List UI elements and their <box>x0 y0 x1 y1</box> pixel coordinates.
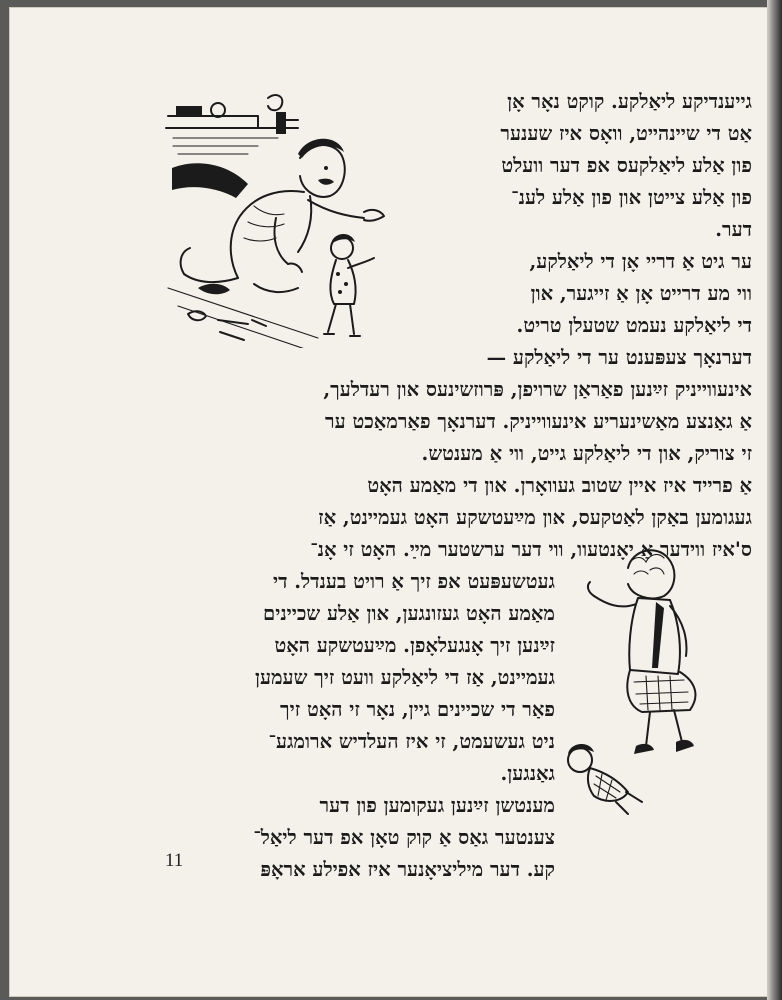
text-line: געמיינט, אַז די ליאַלקע וועט זיך שעמען <box>254 666 555 689</box>
text-line: גאַנגען. <box>500 762 555 785</box>
page-edge <box>767 0 782 1000</box>
text-line: די ליאַלקע נעמט שטעלן טריט. <box>516 314 752 337</box>
text-line: ווי מע דרייט אָן אַ זייגער, און <box>530 282 752 305</box>
text-line: צענטער גאַס אַ קוק טאָן אפ דער ליאַל־ <box>253 826 555 849</box>
text-line: ער גיט אַ דריי אָן די ליאַלקע, <box>529 250 752 273</box>
text-line: גייענדיקע ליאַלקע. קוקט נאָר אָן <box>507 90 752 113</box>
text-line: פון אַלע צייטן און פון אַלע לענ־ <box>511 186 752 209</box>
text-line: ניט געשעמט, זי איז העלדיש ארומגע־ <box>268 730 555 753</box>
text-line: אַ גאַנצע מאַשינעריע אינעווייניק. דערנאָך פאַרמאַכט ער <box>325 410 752 433</box>
text-line: פאַר די שכיינים גיין, נאָר זי האָט זיך <box>280 698 555 721</box>
text-line: מאַמע האָט געזונגען, און אַלע שכיינים <box>263 602 555 625</box>
text-line: דער. <box>715 218 752 241</box>
girl-and-doll-illustration <box>550 540 750 820</box>
text-line: דערנאָך צעפּענט ער די ליאַלקע — <box>486 346 752 369</box>
text-line: קע. דער מיליציאָנער איז אפילע אראָפּ <box>260 858 555 881</box>
text-line: פון אַלע ליאַלקעס אפ דער וועלט <box>501 154 752 177</box>
text-line: געטשעפּעט אפ זיך אַ רויט בענדל. די <box>272 570 555 593</box>
text-line: ס'איז ווידער אַ יאָנטעוו, ווי דער ערשטער מײַ. האָט זי אָנ־ <box>310 538 752 561</box>
text-line: מענטשן זײַנען געקומען פון דער <box>319 794 555 817</box>
text-line: געגומען באַקן לאַטקעס, און מײַעטשקע האָט געמיינט, אַז <box>318 506 752 529</box>
text-line: אינעווייניק זײַנען פאַראַן שרויפן, פּרוזשינעס און רעדלעך, <box>323 378 752 401</box>
text-line: אַט די שיינהייט, וואָס איז שענער <box>500 122 752 145</box>
text-line: זײַנען זיך אָנגעלאָפן. מײַעטשקע האָט <box>274 634 555 657</box>
man-winding-doll-illustration <box>158 88 390 348</box>
book-page <box>10 8 767 996</box>
page-number: 11 <box>165 850 184 871</box>
text-line: אַ פרייד איז איין שטוב געוואָרן. און די מאַמע האָט <box>367 474 752 497</box>
text-line: זי צוריק, און די ליאַלקע גייט, ווי אַ מענטש. <box>421 442 752 465</box>
